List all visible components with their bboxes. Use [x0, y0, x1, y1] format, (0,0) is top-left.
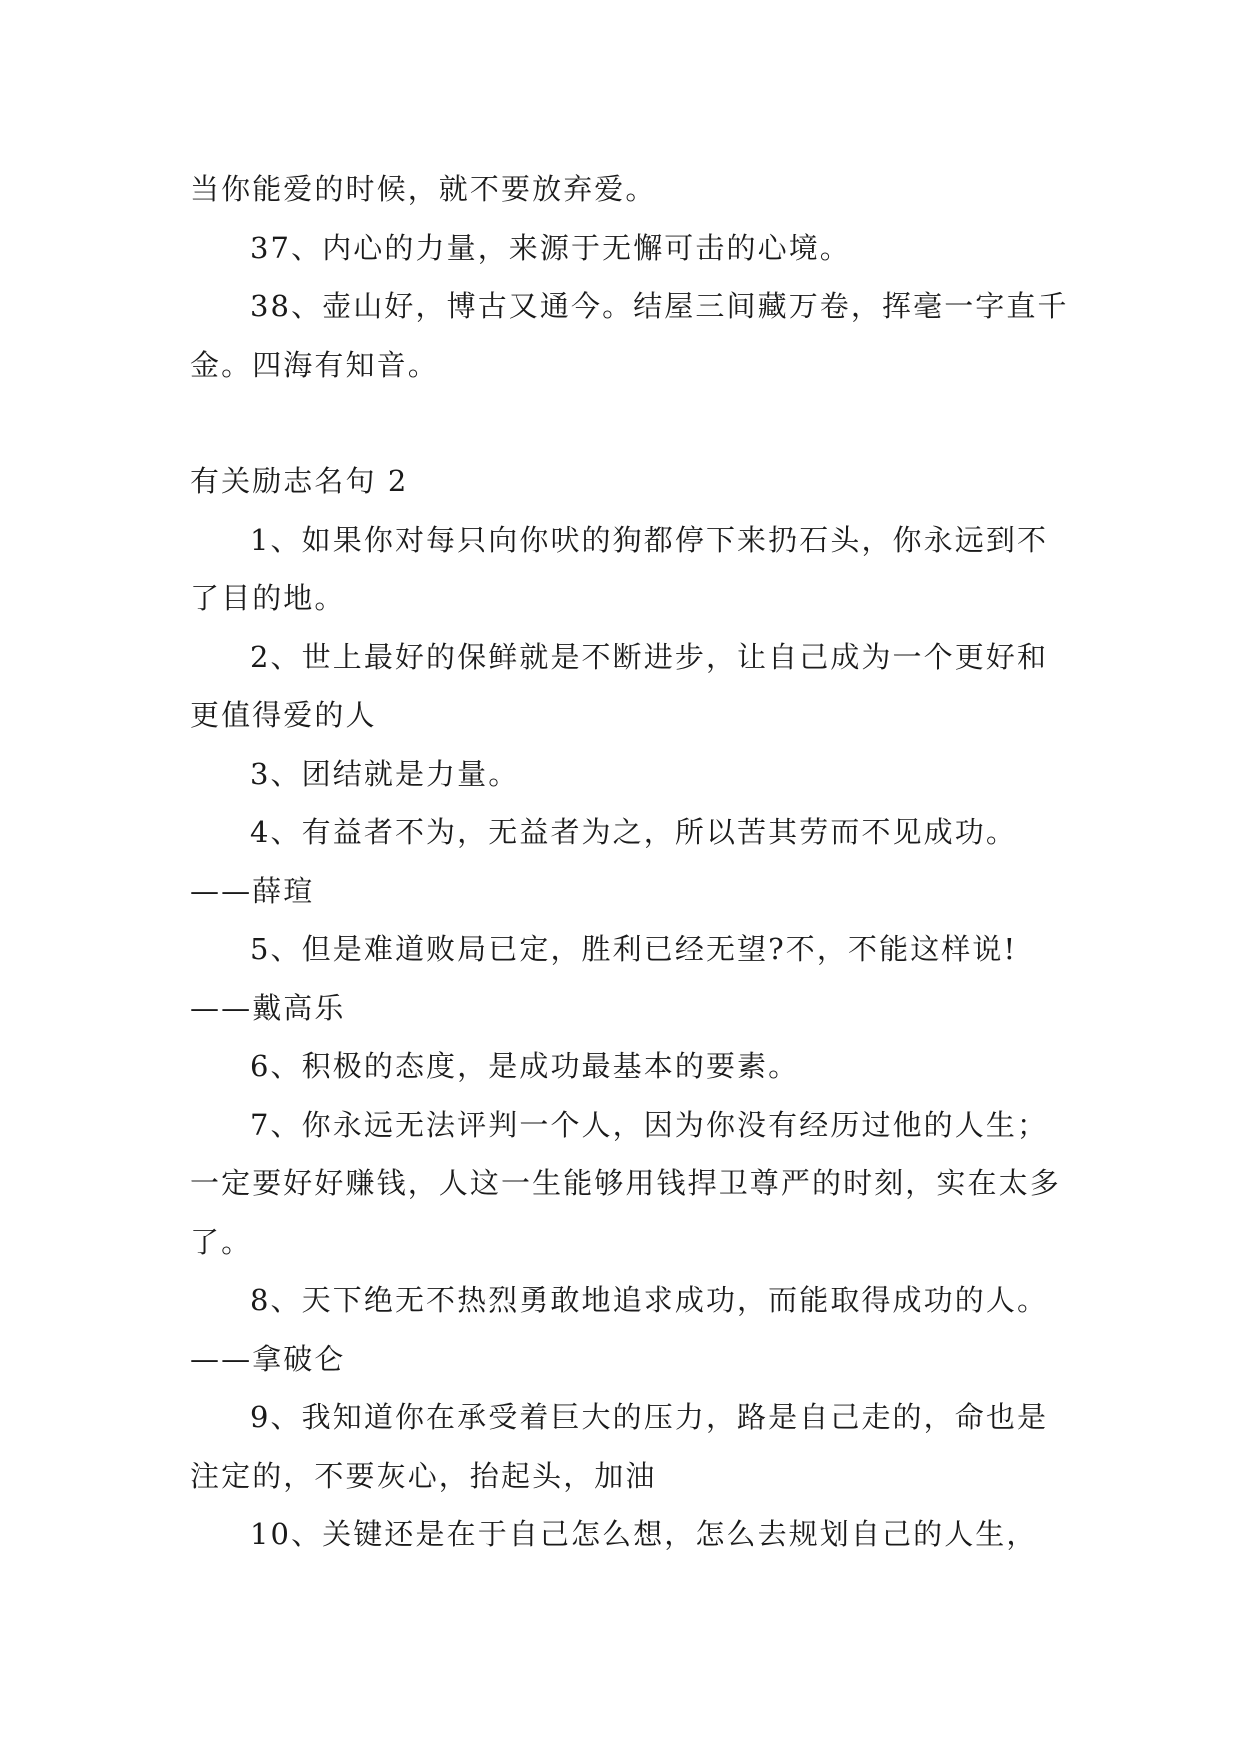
- section-heading: 有关励志名句 2: [190, 464, 409, 498]
- quote-item-1: 1、如果你对每只向你吠的狗都停下来扔石头，你永远到不了目的地。: [190, 522, 1049, 615]
- quote-item-4: 4、有益者不为，无益者为之，所以苦其劳而不见成功。——薛瑄: [190, 815, 1017, 908]
- section-spacer: [190, 394, 1070, 452]
- continued-paragraph: 当你能爱的时候，就不要放弃爱。: [190, 172, 657, 206]
- quote-item-6: 6、积极的态度，是成功最基本的要素。: [250, 1049, 800, 1083]
- document-body: [190, 160, 1070, 1564]
- quote-item-9: 9、我知道你在承受着巨大的压力，路是自己走的，命也是注定的，不要灰心，抬起头，加油: [190, 1400, 1049, 1493]
- quote-38: 38、壶山好，博古又通今。结屋三间藏万卷，挥毫一字直千金。四海有知音。: [190, 289, 1069, 382]
- quote-item-2: 2、世上最好的保鲜就是不断进步，让自己成为一个更好和更值得爱的人: [190, 639, 1049, 732]
- quote-37: 37、内心的力量，来源于无懈可击的心境。: [250, 230, 851, 265]
- quote-item-7: 7、你永远无法评判一个人，因为你没有经历过他的人生；一定要好好赚钱，人这一生能够用钱捍卫尊严的时刻，实在太多了。: [190, 1107, 1061, 1259]
- quote-item-10: 10、关键还是在于自己怎么想，怎么去规划自己的人生，: [250, 1517, 1038, 1551]
- quote-item-8: 8、天下绝无不热烈勇敢地追求成功，而能取得成功的人。——拿破仑: [190, 1283, 1049, 1376]
- quote-item-5: 5、但是难道败局已定，胜利已经无望?不，不能这样说!——戴高乐: [190, 932, 1018, 1025]
- quote-item-3: 3、团结就是力量。: [250, 756, 520, 791]
